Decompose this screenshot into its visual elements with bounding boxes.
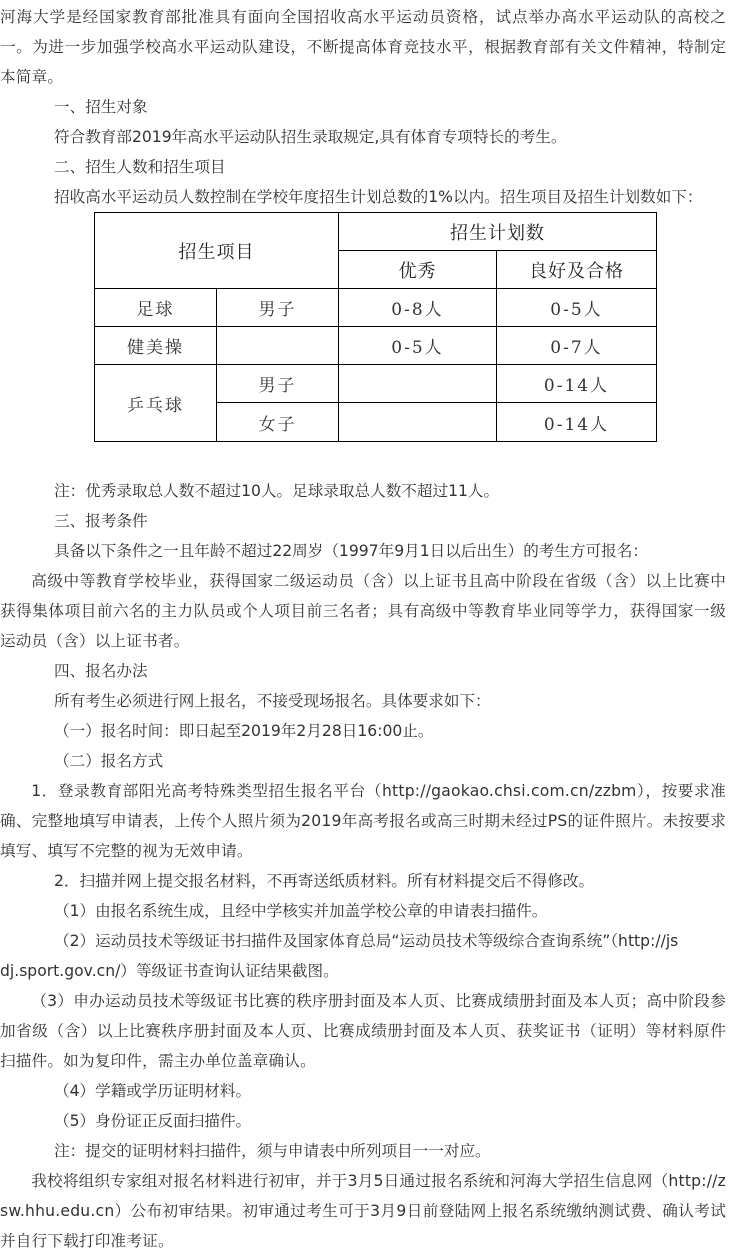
- quota-table: [94, 212, 657, 442]
- cell-sport: 足球: [95, 289, 217, 327]
- cell-good: 0-5人: [497, 289, 657, 327]
- cell-good: 0-7人: [497, 327, 657, 365]
- cell-gender: 男子: [217, 365, 339, 403]
- cell-sport: 健美操: [95, 327, 217, 365]
- cell-gender: 男子: [217, 289, 339, 327]
- cell-excellent: [339, 403, 497, 442]
- material-5: （5）身份证正反面扫描件。: [54, 1112, 252, 1130]
- section-3-title: 三、报考条件: [54, 512, 148, 530]
- table-row: [95, 289, 657, 327]
- section-1-body: 符合教育部2019年高水平运动队招生录取规定,具有体育专项特长的考生。: [54, 128, 567, 146]
- materials-note: 注：提交的证明材料扫描件，须与申请表中所列项目一一对应。: [54, 1142, 491, 1160]
- table-row: [95, 327, 657, 365]
- registration-method-title: （二）报名方式: [54, 752, 164, 770]
- registration-time: （一）报名时间：即日起至2019年2月28日16:00止。: [54, 722, 434, 740]
- cell-excellent: [339, 365, 497, 403]
- cell-sport: 乒乓球: [95, 365, 217, 442]
- material-2-line-2: dj.sport.gov.cn/）等级证书查询认证结果截图。: [0, 962, 339, 980]
- cell-excellent: 0-5人: [339, 327, 497, 365]
- material-4: （4）学籍或学历证明材料。: [54, 1082, 252, 1100]
- header-project: 招生项目: [95, 213, 339, 289]
- intro-paragraph: 河海大学是经国家教育部批准具有面向全国招收高水平运动员资格，试点举办高水平运动队的高校之一。为进一步加强学校高水平运动队建设，不断提高体育竞技水平，根据教育部有关文件精神，特制定本简章。: [0, 8, 726, 86]
- section-2-title: 二、招生人数和招生项目: [54, 158, 226, 176]
- section-4-title: 四、报名办法: [54, 662, 148, 680]
- header-excellent: 优秀: [339, 251, 497, 289]
- section-2-body: 招收高水平运动员人数控制在学校年度招生计划总数的1%以内。招生项目及招生计划数如下：: [54, 188, 703, 206]
- table-note: 注：优秀录取总人数不超过10人。足球录取总人数不超过11人。: [54, 482, 500, 500]
- section-4-body: 所有考生必须进行网上报名，不接受现场报名。具体要求如下：: [54, 692, 491, 710]
- section-3-body-2: 高级中等教育学校毕业，获得国家二级运动员（含）以上证书且高中阶段在省级（含）以上比赛中获得集体项目前六名的主力队员或个人项目前三名者；具有高级中等教育毕业同等学力，获得国家一级运动员（含）以上证书者。: [0, 572, 726, 650]
- review-paragraph: 我校将组织专家组对报名材料进行初审，并于3月5日通过报名系统和河海大学招生信息网（http://zsw.hhu.edu.cn）公布初审结果。初审通过考生可于3月9日前登陆网上报名系统缴纳测试费、确认考试并自行下载打印准考证。: [0, 1172, 726, 1250]
- cell-gender: 女子: [217, 403, 339, 442]
- cell-gender: [217, 327, 339, 365]
- header-good: 良好及合格: [497, 251, 657, 289]
- table-header-row: [95, 213, 657, 251]
- cell-good: 0-14人: [497, 365, 657, 403]
- material-2-line-1: （2）运动员技术等级证书扫描件及国家体育总局“运动员技术等级综合查询系统”（http://js: [54, 932, 679, 950]
- material-3: （3）申办运动员技术等级证书比赛的秩序册封面及本人页、比赛成绩册封面及本人页；高中阶段参加省级（含）以上比赛秩序册封面及本人页、比赛成绩册封面及本人页、获奖证书（证明）等材料原件扫描件。如为复印件，需主办单位盖章确认。: [0, 992, 726, 1070]
- table-row: [95, 365, 657, 403]
- material-1: （1）由报名系统生成，且经中学核实并加盖学校公章的申请表扫描件。: [54, 902, 548, 920]
- cell-good: 0-14人: [497, 403, 657, 442]
- section-1-title: 一、招生对象: [54, 98, 148, 116]
- header-plan: 招生计划数: [339, 213, 657, 251]
- step-2: 2．扫描并网上提交报名材料，不再寄送纸质材料。所有材料提交后不得修改。: [54, 872, 595, 890]
- step-1: 1．登录教育部阳光高考特殊类型招生报名平台（http://gaokao.chsi.com.cn/zzbm），按要求准确、完整地填写申请表，上传个人照片须为2019年高考报名或高三时期未经过PS的证件照片。未按要求填写、填写不完整的视为无效申请。: [0, 782, 726, 860]
- section-3-body-1: 具备以下条件之一且年龄不超过22周岁（1997年9月1日以后出生）的考生方可报名：: [54, 542, 648, 560]
- cell-excellent: 0-8人: [339, 289, 497, 327]
